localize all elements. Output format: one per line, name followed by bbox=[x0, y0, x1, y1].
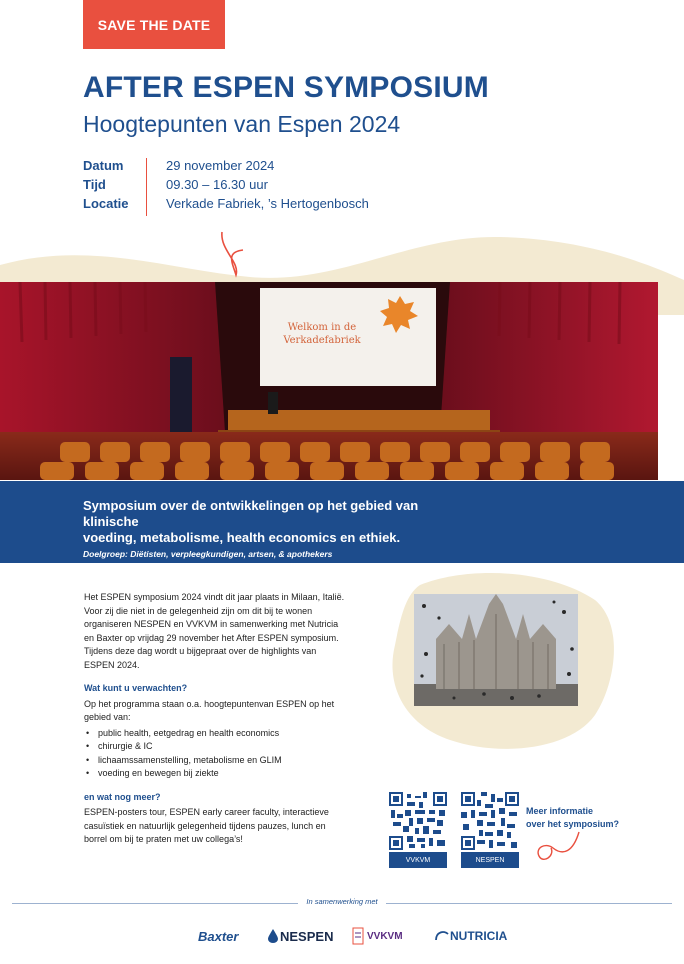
nutricia-swirl-icon bbox=[434, 928, 450, 944]
milan-cathedral-photo bbox=[414, 594, 578, 706]
footer-label bbox=[0, 897, 684, 906]
target-audience: Doelgroep: Diëtisten, verpleegkundigen, artsen, & apothekers bbox=[83, 549, 333, 559]
detail-label: Datum bbox=[83, 158, 124, 173]
logo-text: Baxter bbox=[198, 928, 239, 944]
detail-row-location bbox=[83, 194, 369, 213]
expect-text: Op het programma staan o.a. hoogtepuntenvan ESPEN op het gebied van: bbox=[84, 698, 335, 722]
section-heading-expect: Wat kunt u verwachten? bbox=[84, 683, 188, 693]
topic-list bbox=[84, 727, 346, 781]
nutricia-logo bbox=[434, 925, 507, 947]
save-the-date-badge: SAVE THE DATE bbox=[83, 0, 225, 49]
detail-label: Locatie bbox=[83, 196, 129, 211]
vvkvm-logo bbox=[352, 925, 403, 947]
event-details bbox=[83, 156, 369, 213]
body-text-column bbox=[84, 591, 346, 847]
page-subtitle: Hoogtepunten van Espen 2024 bbox=[83, 111, 401, 137]
theater-photo bbox=[0, 282, 658, 480]
baxter-logo bbox=[198, 925, 238, 947]
more-text: ESPEN-posters tour, ESPEN early career faculty, interactieve casuïstiek en natuurlijk gelegenheid tijdens pauzes, lunch en borrel om bij te praten met uw collega’s! bbox=[84, 807, 329, 844]
logo-text: VVKVM bbox=[367, 930, 403, 942]
logo-text: NESPEN bbox=[280, 928, 334, 944]
qr-code-nespen[interactable] bbox=[461, 792, 519, 868]
intro-paragraph: Het ESPEN symposium 2024 vindt dit jaar plaats in Milaan, Italië. Voor zij die niet in de gelegenheid zijn om dit bij te wonen organiseren NESPEN en VVKVM in samenwerking met Nutricia en Baxter op vrijdag 29 november het After ESPEN symposium. Tijdens deze dag wordt u bijgepraat over de highlights van ESPEN 2024. bbox=[84, 592, 345, 670]
detail-value: 29 november 2024 bbox=[166, 158, 275, 173]
qr-label: VVKVM bbox=[389, 852, 447, 868]
detail-value: 09.30 – 16.30 uur bbox=[166, 177, 268, 192]
qr-code-icon bbox=[389, 792, 447, 850]
detail-row-date bbox=[83, 156, 369, 175]
qr-code-icon bbox=[461, 792, 519, 850]
footer-label-text: In samenwerking met bbox=[298, 897, 385, 906]
decorative-squiggle bbox=[523, 826, 583, 866]
details-divider bbox=[146, 158, 147, 216]
list-item: • public health, eetgedrag en health economics bbox=[84, 727, 346, 741]
screen-text: Verkadefabriek bbox=[283, 335, 361, 346]
drop-icon bbox=[268, 929, 278, 943]
band-heading: Symposium over de ontwikkelingen op het gebied van klinische voeding, metabolisme, health economics en ethiek. bbox=[83, 498, 419, 545]
more-info-text: Meer informatie over het symposium? bbox=[526, 806, 620, 829]
logo-text: NUTRICIA bbox=[450, 929, 508, 943]
list-item: • chirurgie & IC bbox=[84, 740, 346, 754]
vvkvm-emblem-icon bbox=[352, 927, 364, 945]
page-title: AFTER ESPEN SYMPOSIUM bbox=[83, 71, 489, 104]
qr-code-vvkvm[interactable] bbox=[389, 792, 447, 868]
qr-label: NESPEN bbox=[461, 852, 519, 868]
screen-text: Welkom in de bbox=[287, 322, 357, 333]
list-item: • lichaamssamenstelling, metabolisme en GLIM bbox=[84, 754, 346, 768]
nespen-logo bbox=[268, 925, 333, 947]
section-heading-more: en wat nog meer? bbox=[84, 791, 161, 802]
detail-row-time bbox=[83, 175, 369, 194]
list-item: • voeding en bewegen bij ziekte bbox=[84, 767, 346, 781]
detail-label: Tijd bbox=[83, 177, 106, 192]
detail-value: Verkade Fabriek, ’s Hertogenbosch bbox=[166, 196, 369, 211]
